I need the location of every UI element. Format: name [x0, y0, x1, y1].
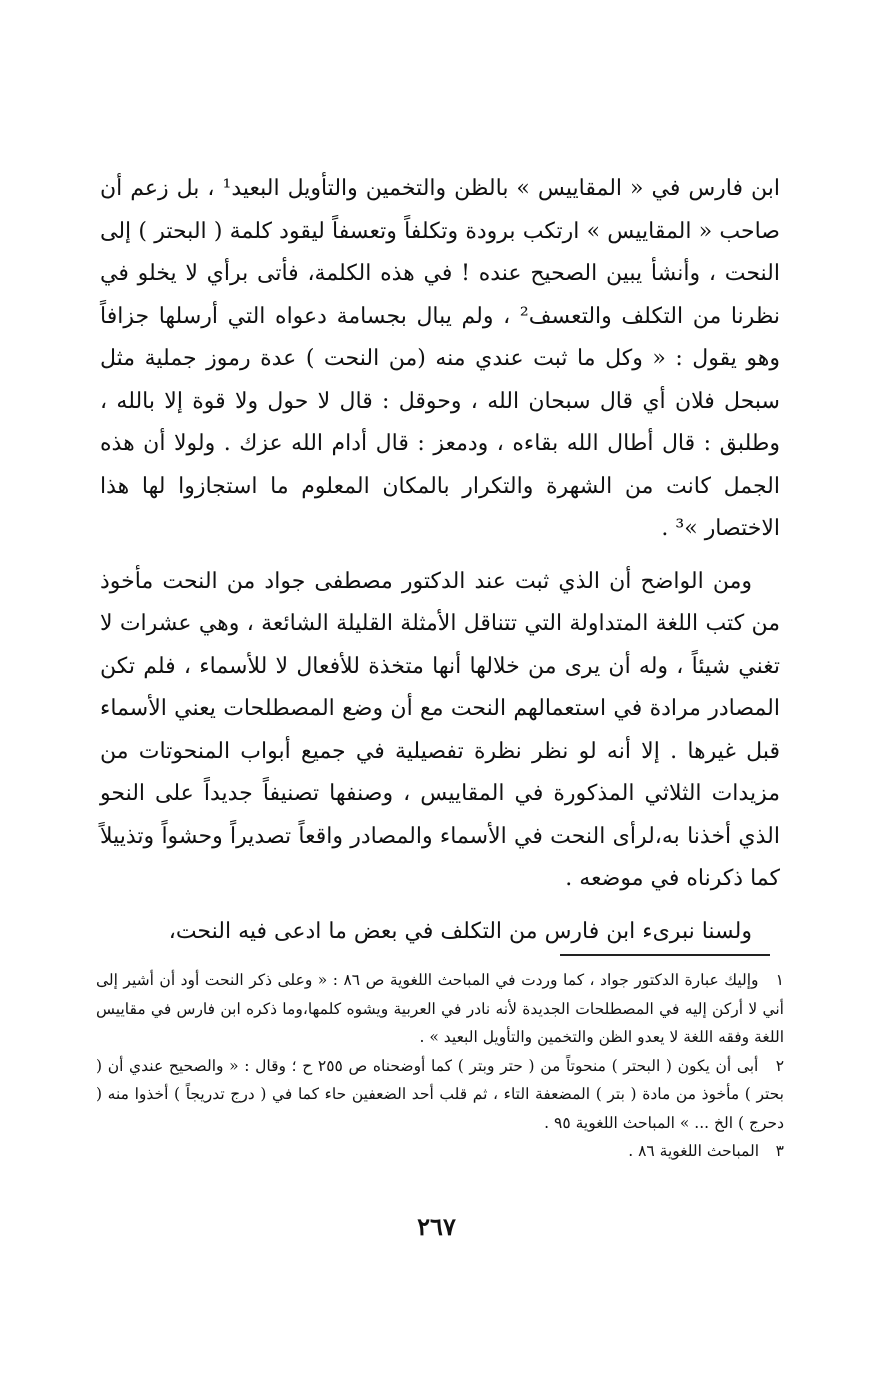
footnote-2: [96, 1052, 784, 1138]
page-number: ٢٦٧: [417, 1212, 456, 1241]
footnote-1: [96, 966, 784, 1052]
footnote-text: وإليك عبارة الدكتور جواد ، كما وردت في المباحث اللغوية ص ٨٦ : « وعلى ذكر النحت أود أن أشير إلى أني لا أركن إليه في المصطلحات الجديدة لأنه نادر في العربية ويشوه كلمها،وما ذكره ابن فارس في مقاييس اللغة وفقه اللغة لا يعدو الظن والتخمين والتأويل البعيد » .: [96, 971, 784, 1046]
main-text: [100, 168, 780, 953]
footnote-3: [96, 1137, 784, 1166]
footnote-number: ٣: [775, 1142, 784, 1160]
footnote-divider: [560, 954, 770, 956]
footnote-number: ٢: [775, 1056, 785, 1075]
footnotes: [96, 966, 784, 1166]
footnote-text: المباحث اللغوية ٨٦ .: [628, 1142, 760, 1160]
paragraph-3: ولسنا نبرىء ابن فارس من التكلف في بعض ما ادعى فيه النحت،: [168, 918, 752, 944]
footnote-number: ١: [775, 971, 784, 989]
paragraph-1: ابن فارس في « المقاييس » بالظن والتخمين والتأويل البعيد¹ ، بل زعم أن صاحب « المقاييس » ارتكب برودة وتكلفاً وتعسفاً ليقود كلمة ( البحتر ) إلى النحت ، وأنشأ يبين الصحيح عنده ! في هذه الكلمة، فأتى برأي لا يخلو في نظرنا من التكلف والتعسف² ، ولم يبال بجسامة دعواه التي أرسلها جزافاً وهو يقول : « وكل ما ثبت عندي منه (من النحت ) عدة رموز جملية مثل سبحل فلان أي قال سبحان الله ، وحوقل : قال لا حول ولا قوة إلا بالله ، وطلبق : قال أطال الله بقاءه ، ودمعز : قال أدام الله عزك . ولولا أن هذه الجمل كانت من الشهرة والتكرار بالمكان المعلوم ما استجازوا لها هذا الاختصار »³ .: [100, 176, 780, 541]
paragraph-2: ومن الواضح أن الذي ثبت عند الدكتور مصطفى جواد من النحت مأخوذ من كتب اللغة المتداولة التي تتناقل الأمثلة القليلة الشائعة ، وهي عشرات لا تغني شيئاً ، وله أن يرى من خلالها أنها متخذة للأفعال لا للأسماء ، فلم تكن المصادر مرادة في استعمالهم النحت مع أن وضع المصطلحات يعني الأسماء قبل غيرها . إلا أنه لو نظر نظرة تفصيلية في جميع أبواب المنحوتات من مزيدات الثلاثي المذكورة في المقاييس ، وصنفها تصنيفاً جديداً على النحو الذي أخذنا به،لرأى النحت في الأسماء والمصادر واقعاً تصديراً وحشواً وتذييلاً كما ذكرناه في موضعه .: [100, 568, 780, 891]
footnote-text: أبى أن يكون ( البحتر ) منحوتاً من ( حتر وبتر ) كما أوضحناه ص ٢٥٥ ح ؛ وقال : « والصحيح عندي أن ( بحتر ) مأخوذ من مادة ( بتر ) المضعفة التاء ، ثم قلب أحد الضعفين حاء كما في ( درج تدريجاً ) أخذوا منه ( دحرج ) الخ ... » المباحث اللغوية ٩٥ .: [96, 1056, 784, 1132]
